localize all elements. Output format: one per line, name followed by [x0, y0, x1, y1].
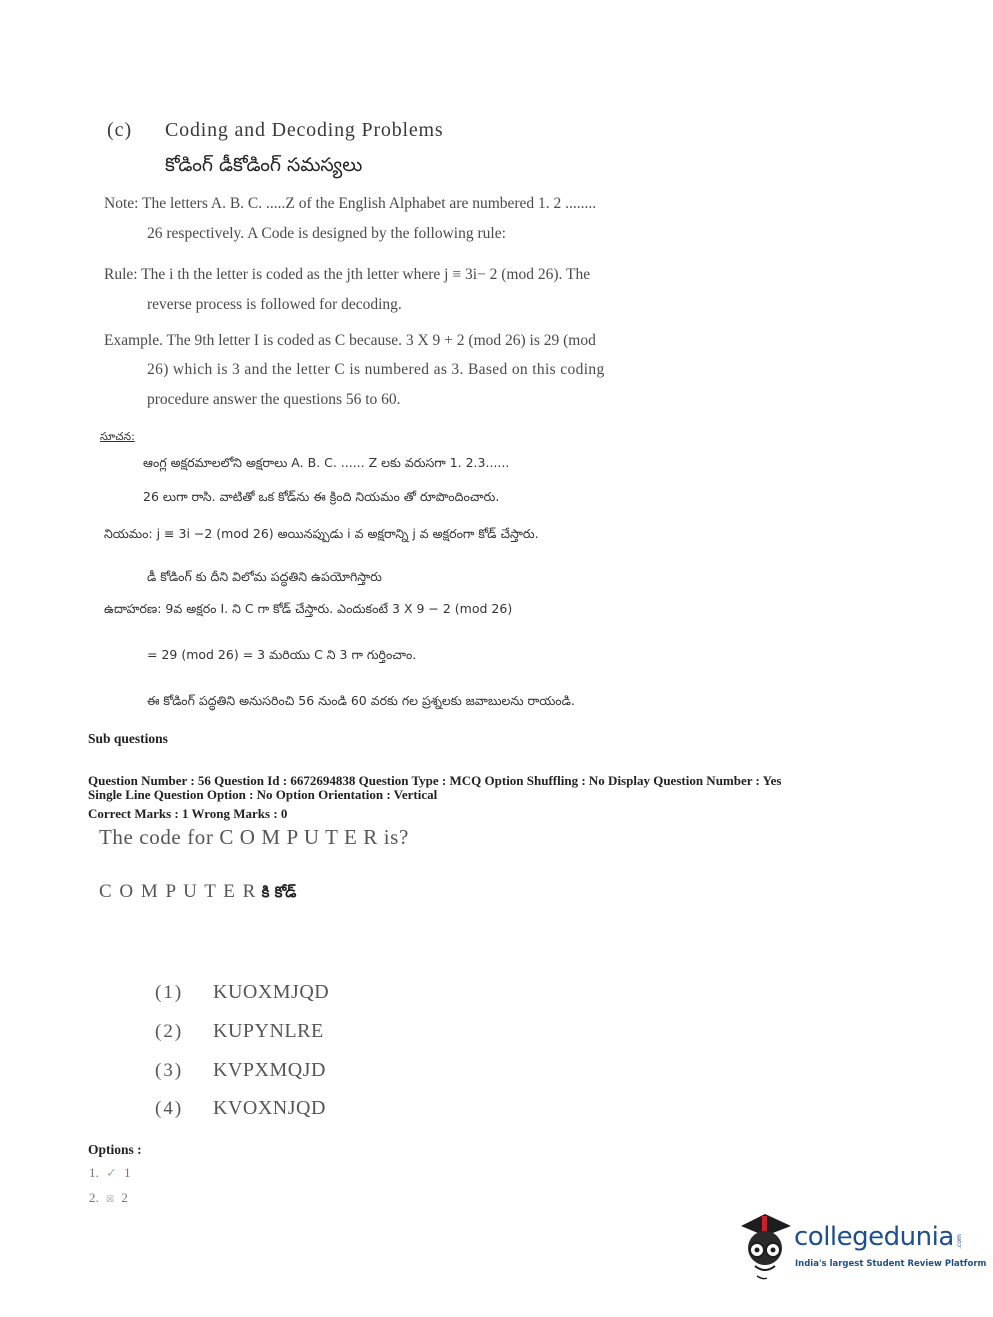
- choice-value: KVPXMQJD: [213, 1059, 326, 1081]
- question-word: C O M P U T E R: [99, 881, 257, 902]
- sub-questions-label: Sub questions: [88, 731, 168, 746]
- choice-value: KUOXMJQD: [213, 981, 330, 1003]
- note-telugu-line-1: ఆంగ్ల అక్షరమాలలోని అక్షరాలు A. B. C. ...... Z లకు వరుసగా 1. 2.3......: [143, 455, 510, 470]
- decode-telugu-line: డీ కోడింగ్ కు దీని విలోమ పద్ధతిని ఉపయోగిస్తారు: [147, 569, 382, 584]
- section-label: (c): [107, 119, 133, 141]
- note-telugu-line-2: 26 లుగా రాసి. వాటితో ఒక కోడ్‌ను ఈ క్రింది నియమం తో రూపొందించారు.: [143, 489, 500, 504]
- answer-index: 1.: [89, 1165, 99, 1180]
- logo-domain: .com: [955, 1234, 963, 1249]
- example-line-3: procedure answer the questions 56 to 60.: [147, 391, 401, 408]
- note-line-2: 26 respectively. A Code is designed by the following rule:: [147, 225, 506, 242]
- question-suffix-telugu: కి కోడ్: [261, 883, 297, 901]
- answer-index: 2.: [89, 1190, 99, 1205]
- options-label: Options :: [88, 1142, 142, 1157]
- rule-line-1: Rule: The i th the letter is coded as the jth letter where j ≡ 3i− 2 (mod 26). The: [104, 266, 591, 283]
- cross-icon: ☒: [106, 1194, 115, 1204]
- choice-value: KVOXNJQD: [213, 1097, 326, 1119]
- question-meta-line-2: Single Line Question Option : No Option Orientation : Vertical: [88, 787, 438, 802]
- note-line-1: Note: The letters A. B. C. .....Z of the English Alphabet are numbered 1. 2 ........: [104, 195, 597, 212]
- choice-number: (1): [155, 982, 184, 1003]
- example-line-1: Example. The 9th letter I is coded as C because. 3 X 9 + 2 (mod 26) is 29 (mod: [104, 332, 596, 349]
- rule-line-2: reverse process is followed for decoding.: [147, 296, 402, 313]
- choice-number: (2): [155, 1021, 184, 1042]
- question-text: The code for C O M P U T E R is?: [99, 825, 409, 849]
- answer-row: [89, 1190, 128, 1206]
- question-meta-line-1: Question Number : 56 Question Id : 6672694838 Question Type : MCQ Option Shuffling : No Display Question Number : Yes: [88, 773, 782, 788]
- choice-number: (4): [155, 1098, 184, 1119]
- collegedunia-mascot-icon: [735, 1212, 795, 1282]
- example-line-2: 26) which is 3 and the letter C is numbered as 3. Based on this coding: [147, 361, 605, 378]
- rule-telugu-line: నియమం: j ≡ 3i −2 (mod 26) అయినప్పుడు i వ అక్షరాన్ని j వ అక్షరంగా కోడ్ చేస్తారు.: [104, 526, 539, 541]
- logo-name: collegedunia: [794, 1222, 954, 1252]
- answer-row: [89, 1165, 131, 1181]
- question-text-telugu: [99, 881, 296, 905]
- choice-number: (3): [155, 1060, 184, 1081]
- section-title: Coding and Decoding Problems: [165, 119, 444, 141]
- section-title-telugu: కోడింగ్ డీకోడింగ్ సమస్యలు: [165, 154, 363, 176]
- question-marks: Correct Marks : 1 Wrong Marks : 0: [88, 806, 288, 821]
- logo-tagline: India's largest Student Review Platform: [795, 1259, 987, 1269]
- example-telugu-line-2: = 29 (mod 26) = 3 మరియు C ని 3 గా గుర్తించాం.: [147, 647, 417, 662]
- example-telugu-line-1: ఉదాహరణ: 9వ అక్షరం I. ని C గా కోడ్ చేస్తారు. ఎందుకంటే 3 X 9 − 2 (mod 26): [104, 601, 513, 616]
- note-heading-telugu: సూచన:: [100, 430, 135, 443]
- answer-value: 1: [124, 1165, 131, 1180]
- answer-value: 2: [121, 1190, 128, 1205]
- choice-value: KUPYNLRE: [213, 1020, 324, 1042]
- instruction-telugu-line: ఈ కోడింగ్ పద్ధతిని అనుసరించి 56 నుండి 60 వరకు గల ప్రశ్నలకు జవాబులను రాయండి.: [147, 693, 575, 708]
- check-icon: ✓: [106, 1165, 117, 1180]
